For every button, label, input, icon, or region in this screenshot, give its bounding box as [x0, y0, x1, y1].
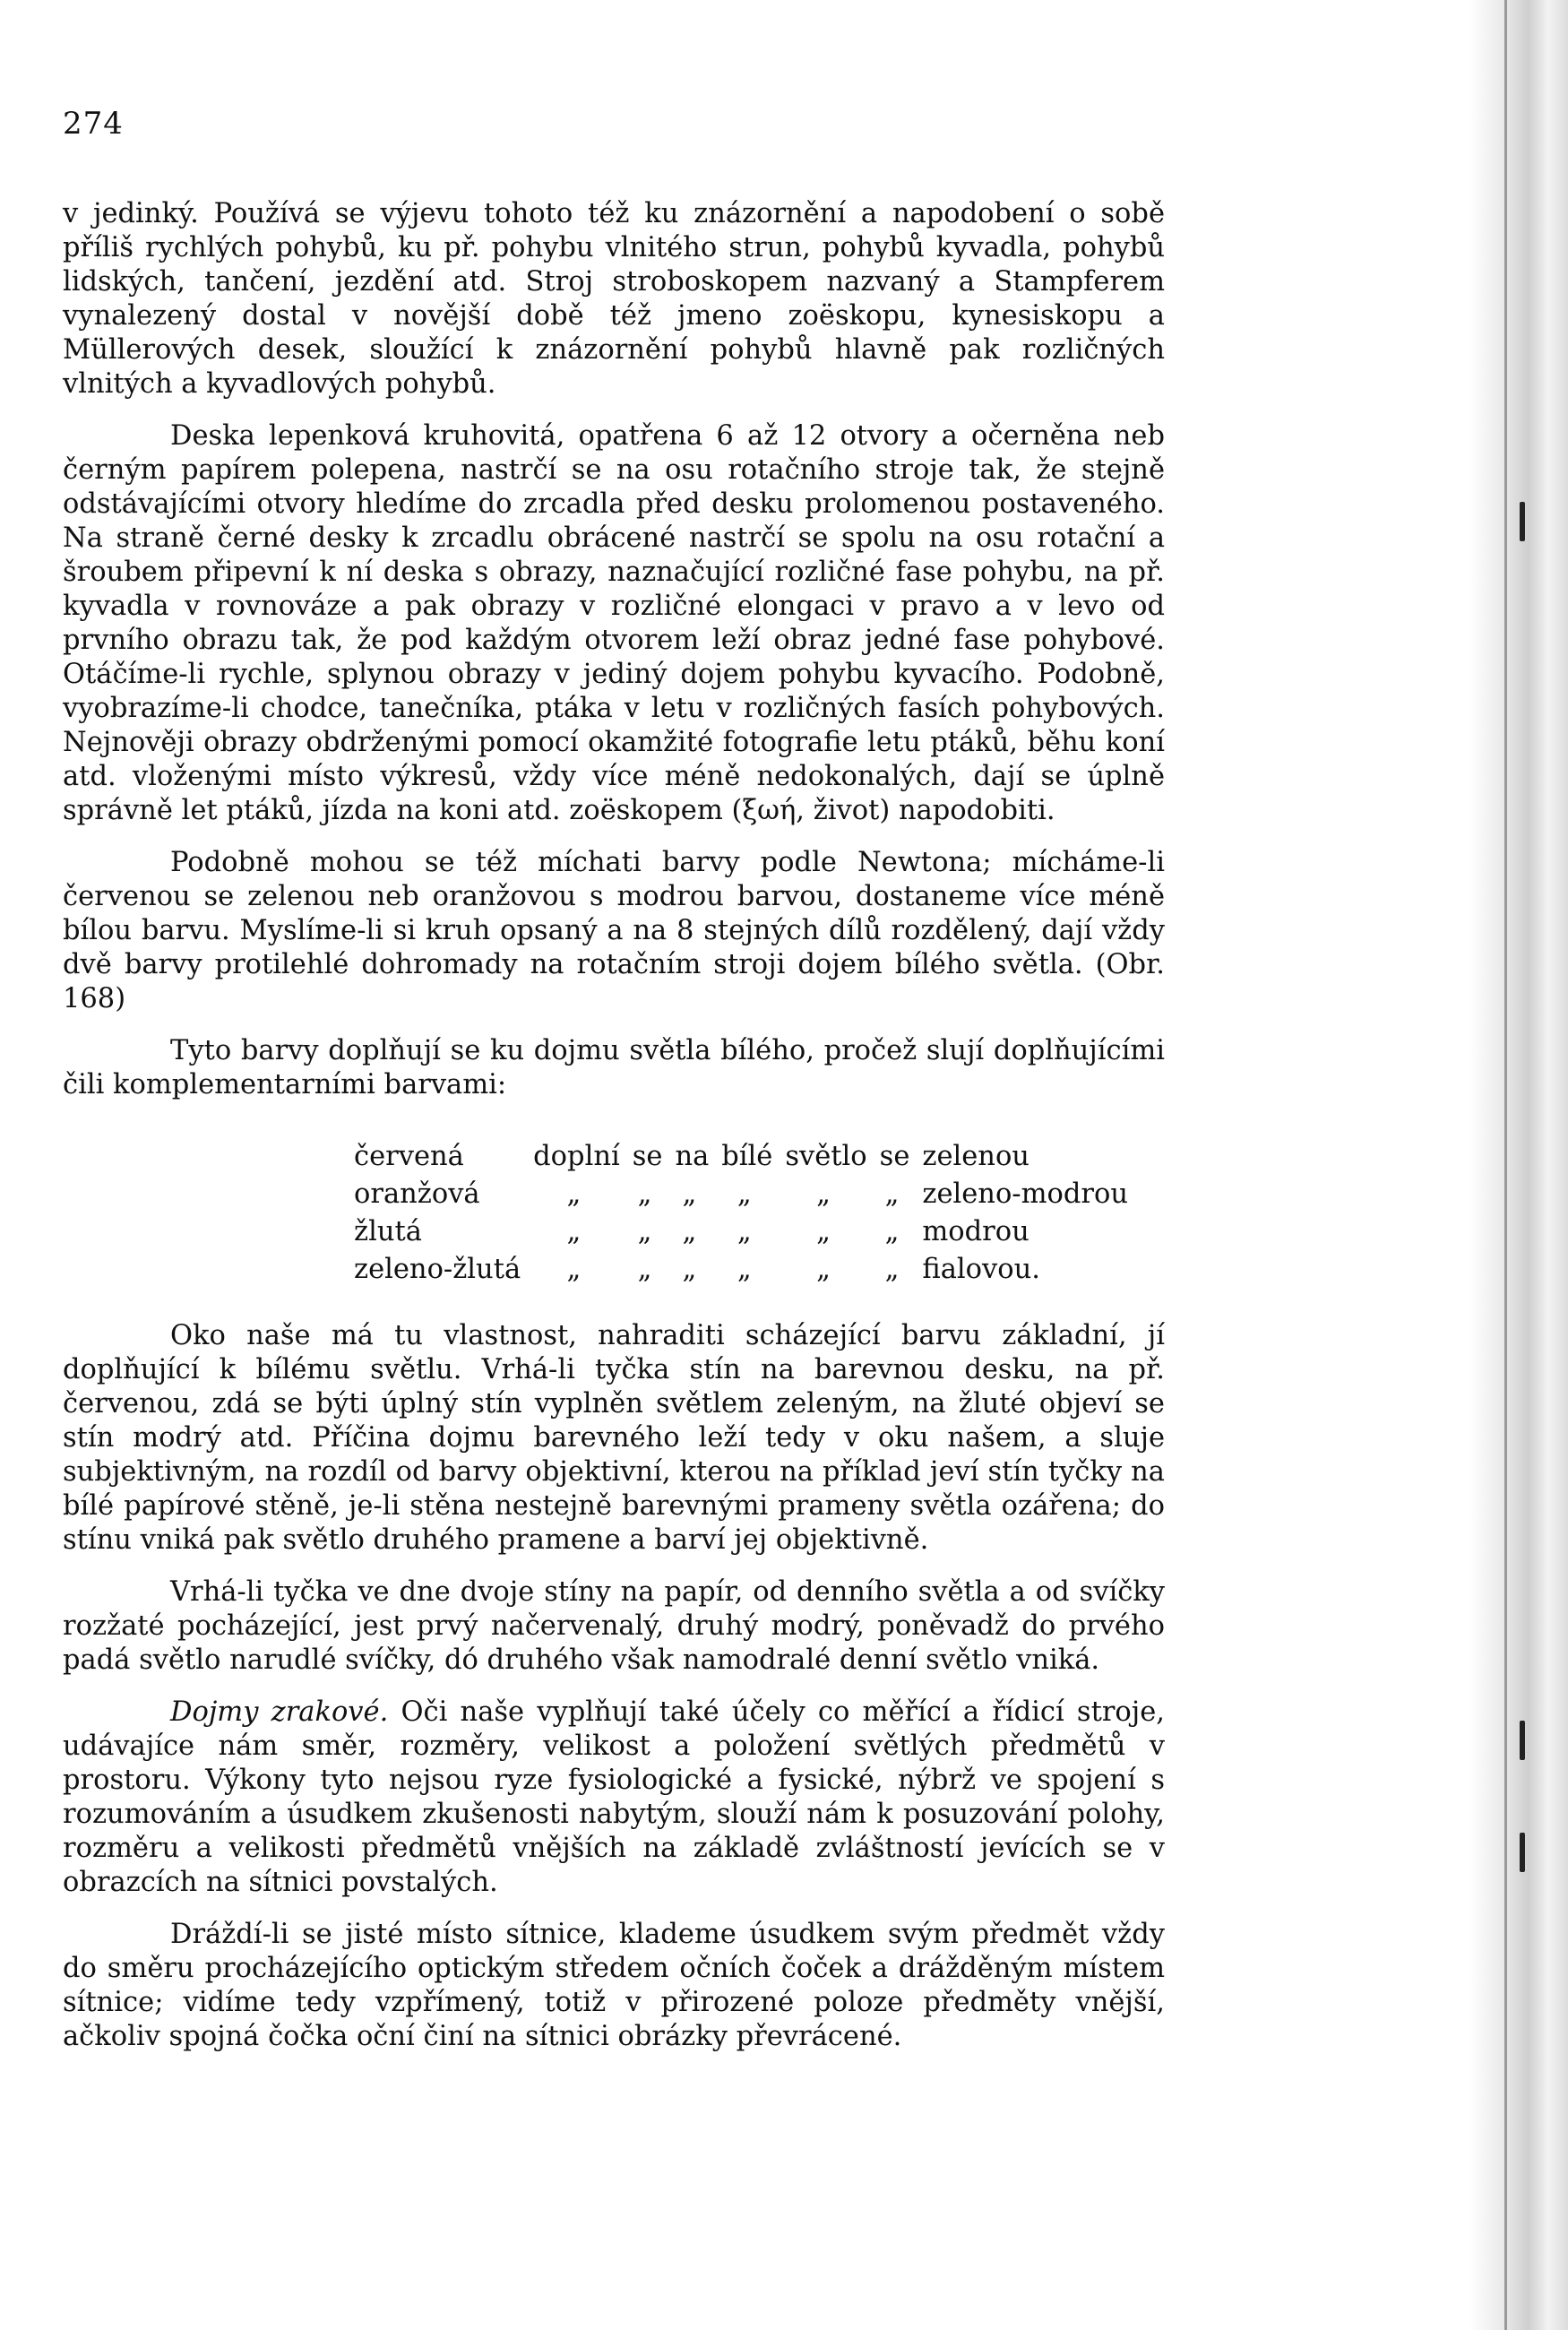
paragraph: Vrhá-li tyčka ve dne dvoje stíny na papír, od denního světla a od svíčky rozžaté pocházející, jest prvý načervenalý, druhý modrý, poněvadž do prvého padá světlo narudlé svíčky, dó druhého však namodralé denní světlo vniká. [63, 1576, 1165, 1676]
paragraph-text: Oči naše vyplňují také účely co měřící a řídicí stroje, udávajíce nám směr, rozměry, velikost a položení světlých předmětů v prostoru. Výkony tyto nejsou ryze fysiologické a fysické, nýbrž ve spojení s rozumováním a úsudkem zkušenosti nabytým, slouží nám k posuzování polohy, rozměru a velikosti předmětů vnějších na základě zvláštností jevících se v obrazcích na sítnici povstalých. [63, 1696, 1165, 1898]
table-cell: zelenou [922, 1141, 1030, 1172]
table-cell: „ [816, 1254, 831, 1285]
paragraph: v jedinký. Používá se výjevu tohoto též ku znázornění a napodobení o sobě příliš rychlých pohybů, ku př. pohybu vlnitého strun, pohybů kyvadla, pohybů lidských, tančení, jezdění atd. Stroj stroboskopem nazvaný a Stampferem vynalezený dostal v novější době též jmeno zoëskopu, kynesiskopu a Müllerových desek, sloužící k znázornění pohybů hlavně pak rozličných vlnitých a kyvadlových pohybů. [63, 198, 1165, 400]
margin-mark [1520, 1833, 1525, 1872]
table-cell: bílé [721, 1141, 773, 1172]
table-cell: „ [816, 1178, 831, 1210]
table-cell: oranžová [354, 1178, 480, 1210]
margin-mark [1520, 1721, 1525, 1760]
table-cell: „ [566, 1216, 582, 1247]
paragraph: Deska lepenková kruhovitá, opatřena 6 až 12 otvory a očerněna neb černým papírem polepena, nastrčí se na osu rotačního stroje tak, že stejně odstávajícími otvory hledíme do zrcadla před desku prolomenou postaveného. Na straně černé desky k zrcadlu obrácené nastrčí se spolu na osu rotační a šroubem připevní k ní deska s obrazy, naznačující rozličné fase pohybu, na př. kyvadla v rovnováze a pak obrazy v rozličné elongaci v pravo a v levo od prvního obrazu tak, že pod každým otvorem leží obraz jedné fase pohybové. Otáčíme-li rychle, splynou obrazy v jediný dojem pohybu kyvacího. Podobně, vyobrazíme-li chodce, tanečníka, ptáka v letu v rozličných fasích pohybových. Nejnověji obrazy obdrženými pomocí okamžité fotografie letu ptáků, běhu koní atd. vloženými místo výkresů, vždy více méně nedokonalých, dají se úplně správně let ptáků, jízda na koni atd. zoëskopem (ξωή, život) napodobiti. [63, 420, 1165, 826]
margin-mark [1520, 502, 1525, 541]
table-cell: červená [354, 1141, 464, 1172]
table-cell: zeleno-modrou [922, 1178, 1129, 1210]
table-cell: zeleno-žlutá [354, 1254, 521, 1285]
paragraph: Tyto barvy doplňují se ku dojmu světla bílého, pročež slují doplňujícími čili komplementarními barvami: [63, 1035, 1165, 1100]
table-cell: se [879, 1141, 910, 1172]
paragraph [63, 1696, 1165, 1900]
table-row [354, 1138, 1141, 1176]
table-cell: „ [637, 1216, 652, 1247]
table-cell: „ [637, 1178, 652, 1210]
paragraph: Dráždí-li se jisté místo sítnice, klademe úsudkem svým předmět vždy do směru procházejícího optickým středem očních čoček a drážděným místem sítnice; vidíme tedy vzpřímený, totiž v přirozené poloze předměty vnější, ačkoliv spojná čočka oční činí na sítnici obrázky převrácené. [63, 1919, 1165, 2052]
table-cell: „ [884, 1216, 900, 1247]
table-cell: žlutá [354, 1216, 422, 1247]
paragraph: Oko naše má tu vlastnost, nahraditi scházející barvu základní, jí doplňující k bílému světlu. Vrhá-li tyčka stín na barevnou desku, na př. červenou, zdá se býti úplný stín vyplněn světlem zeleným, na žluté objeví se stín modrý atd. Příčina dojmu barevného leží tedy v oku našem, a sluje subjektivným, na rozdíl od barvy objektivní, kterou na příklad jeví stín tyčky na bílé papírové stěně, je-li stěna nestejně barevnými prameny světla ozářena; do stínu vniká pak světlo druhého pramene a barví jej objektivně. [63, 1320, 1165, 1556]
table-row [354, 1213, 1141, 1251]
paragraph: Podobně mohou se též míchati barvy podle Newtona; mícháme-li červenou se zelenou neb oranžovou s modrou barvou, dostaneme více méně bílou barvu. Myslíme-li si kruh opsaný a na 8 stejných dílů rozdělený, dají vždy dvě barvy protilehlé dohromady na rotačním stroji dojem bílého světla. (Obr. 168) [63, 847, 1165, 1014]
table-cell: „ [566, 1178, 582, 1210]
table-cell: se [632, 1141, 663, 1172]
table-cell: „ [566, 1254, 582, 1285]
complementary-colors-table [354, 1138, 1141, 1289]
page-number: 274 [63, 106, 124, 142]
table-cell: světlo [785, 1141, 867, 1172]
table-cell: „ [816, 1216, 831, 1247]
table-row [354, 1176, 1141, 1213]
table-cell: „ [637, 1254, 652, 1285]
table-cell: „ [682, 1178, 697, 1210]
table-row [354, 1251, 1141, 1289]
table-cell: „ [682, 1216, 697, 1247]
table-cell: „ [884, 1254, 900, 1285]
table-cell: modrou [922, 1216, 1030, 1247]
page-edge-line [1504, 0, 1507, 2330]
table-cell: „ [737, 1254, 752, 1285]
table-cell: doplní [533, 1141, 620, 1172]
table-cell: „ [737, 1178, 752, 1210]
table-cell: „ [737, 1216, 752, 1247]
table-cell: „ [884, 1178, 900, 1210]
table-cell: fialovou. [922, 1254, 1040, 1285]
table-cell: „ [682, 1254, 697, 1285]
page-edge-shadow [1469, 0, 1568, 2330]
body-text [63, 197, 1165, 2072]
table-cell: na [675, 1141, 710, 1172]
section-lead: Dojmy zrakové. [170, 1696, 389, 1728]
